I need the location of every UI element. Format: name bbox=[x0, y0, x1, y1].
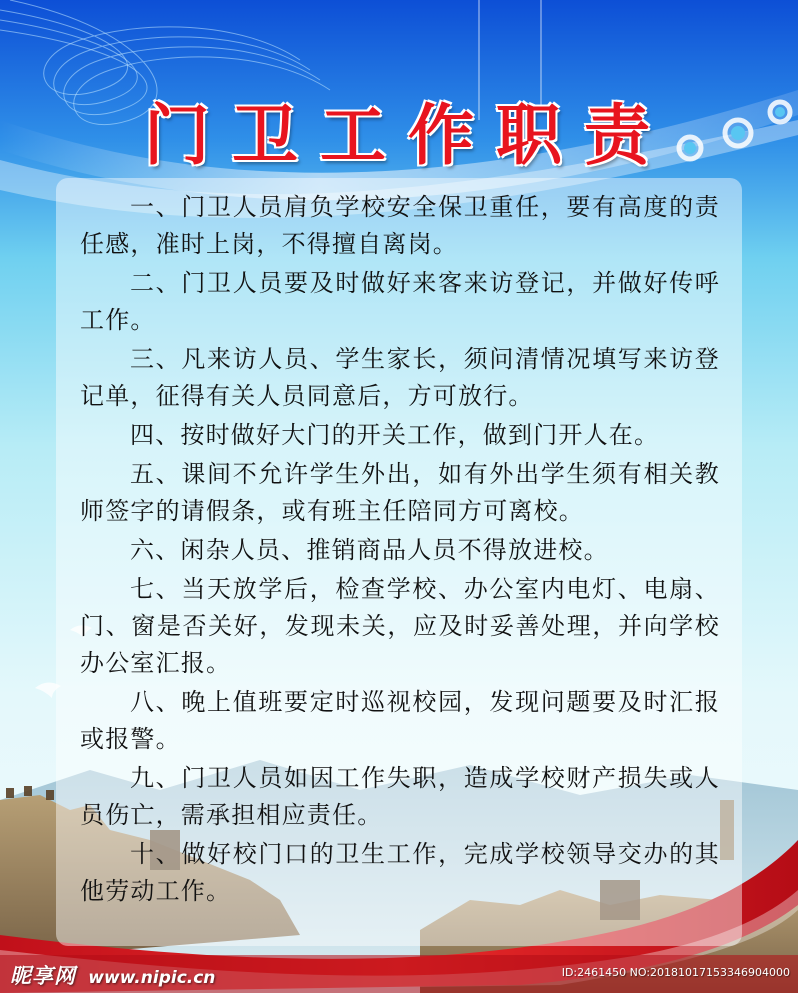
duty-item-10: 十、做好校门口的卫生工作，完成学校领导交办的其他劳动工作。 bbox=[80, 840, 720, 905]
watermark-logo bbox=[10, 960, 215, 990]
watermark-logo-text: 昵享网 bbox=[10, 964, 76, 988]
duty-item-8: 八、晚上值班要定时巡视校园，发现问题要及时汇报或报警。 bbox=[80, 688, 720, 753]
duty-item-2: 二、门卫人员要及时做好来客来访登记，并做好传呼工作。 bbox=[80, 269, 720, 334]
watermark-url: www.nipic.cn bbox=[88, 968, 216, 988]
duty-item-1: 一、门卫人员肩负学校安全保卫重任，要有高度的责任感，准时上岗，不得擅自离岗。 bbox=[80, 193, 720, 258]
duty-item-7: 七、当天放学后，检查学校、办公室内电灯、电扇、门、窗是否关好，发现未关，应及时妥善处理，并向学校办公室汇报。 bbox=[80, 575, 720, 677]
duty-item-4: 四、按时做好大门的开关工作，做到门开人在。 bbox=[130, 421, 660, 449]
duty-item-6: 六、闲杂人员、推销商品人员不得放进校。 bbox=[130, 536, 609, 564]
duties-list bbox=[80, 189, 720, 912]
duty-item-9: 九、门卫人员如因工作失职，造成学校财产损失或人员伤亡，需承担相应责任。 bbox=[80, 764, 720, 829]
watermark-id: ID:2461450 NO:20181017153346904000 bbox=[561, 966, 790, 979]
duty-item-3: 三、凡来访人员、学生家长，须问清情况填写来访登记单，征得有关人员同意后，方可放行。 bbox=[80, 345, 720, 410]
page-title: 门卫工作职责 bbox=[144, 96, 672, 174]
duty-item-5: 五、课间不允许学生外出，如有外出学生须有相关教师签字的请假条，或有班主任陪同方可离校。 bbox=[80, 460, 720, 525]
